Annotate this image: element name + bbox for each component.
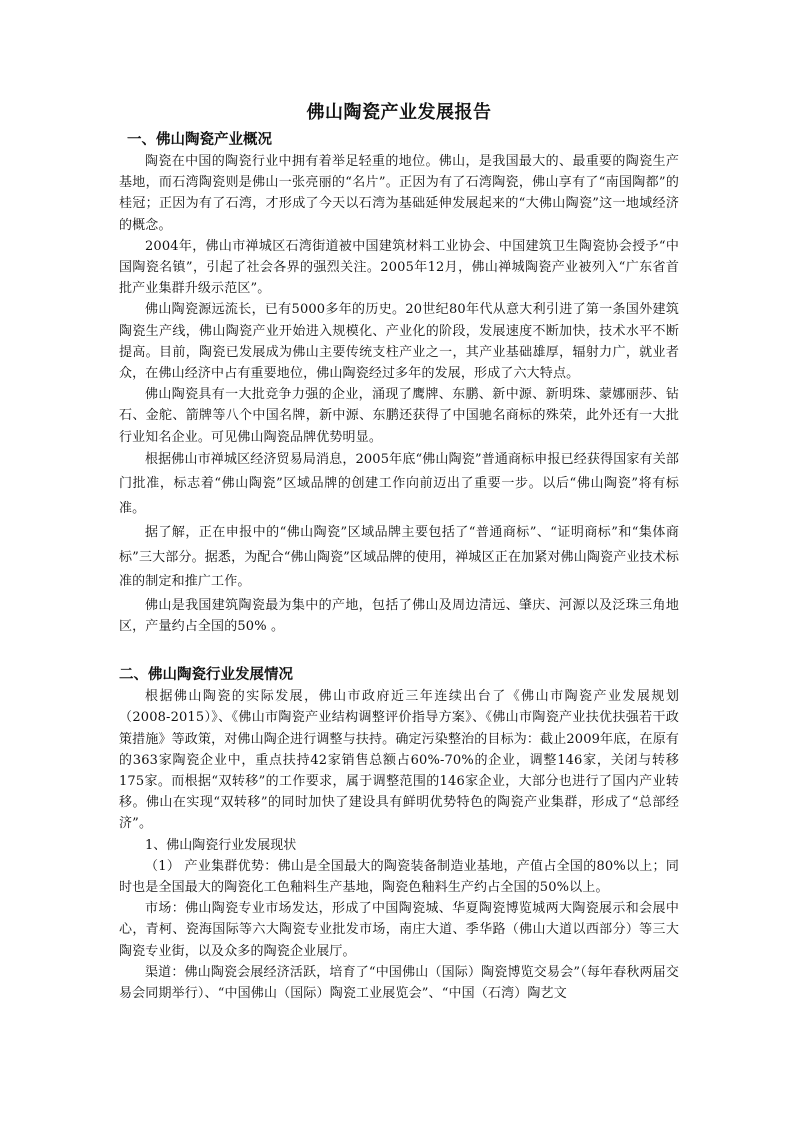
section-2-point-2: 市场：佛山陶瓷专业市场发达，形成了中国陶瓷城、华夏陶瓷博览城两大陶瓷展示和会展中心，青柯、瓷海国际等六大陶瓷专业批发市场，南庄大道、季华路（佛山大道以西部分）等三大陶瓷专业街，以及众多的陶瓷企业展厅。 xyxy=(119,901,679,959)
section-1-heading: 一、佛山陶瓷产业概况 xyxy=(127,132,272,148)
section-2-subheading: 1、佛山陶瓷行业发展现状 xyxy=(145,837,297,853)
section-1-paragraph-3: 佛山陶瓷源远流长，已有5000多年的历史。20世纪80年代从意大利引进了第一条国外建筑陶瓷生产线，佛山陶瓷产业开始进入规模化、产业化的阶段，发展速度不断加快，技术水平不断提高。目前，陶瓷已发展成为佛山主要传统支柱产业之一，其产业基础雄厚，辐射力广，就业者众，在佛山经济中占有重要地位，佛山陶瓷经过多年的发展，形成了六大特点。 xyxy=(119,302,679,382)
section-1-paragraph-2: 2004年，佛山市禅城区石湾街道被中国建筑材料工业协会、中国建筑卫生陶瓷协会授予“中国陶瓷名镇”，引起了社会各界的强烈关注。2005年12月，佛山禅城陶瓷产业被列入“广东省首批产业集群升级示范区”。 xyxy=(119,238,679,297)
document-title: 佛山陶瓷产业发展报告 xyxy=(306,102,492,123)
section-2-point-1: （1） 产业集群优势：佛山是全国最大的陶瓷装备制造业基地，产值占全国的80%以上；同时也是全国最大的陶瓷化工色釉料生产基地，陶瓷色釉料生产约占全国的50%以上。 xyxy=(119,858,679,896)
section-2-intro: 根据佛山陶瓷的实际发展，佛山市政府近三年连续出台了《佛山市陶瓷产业发展规划（2008-2015）》、《佛山市陶瓷产业结构调整评价指导方案》、《佛山市陶瓷产业扶优扶强若干政策措施》等政策，对佛山陶企进行调整与扶持。确定污染整治的目标为：截止2009年底，在原有的363家陶瓷企业中，重点扶持42家销售总额占60%-70%的企业，调整146家，关闭与转移175家。而根据“双转移”的工作要求，属于调整范围的146家企业，大部分也进行了国内产业转移。佛山在实现“双转移”的同时加快了建设具有鲜明优势特色的陶瓷产业集群，形成了“总部经济”。 xyxy=(119,689,679,832)
section-2-heading: 二、佛山陶瓷行业发展情况 xyxy=(119,667,293,684)
document-page xyxy=(119,100,679,1004)
section-1-paragraph-5: 根据佛山市禅城区经济贸易局消息，2005年底“佛山陶瓷”普通商标申报已经获得国家有关部门批准，标志着“佛山陶瓷”区域品牌的创建工作向前迈出了重要一步。以后“佛山陶瓷”将有标准。 xyxy=(119,451,679,516)
section-1-paragraph-7: 佛山是我国建筑陶瓷最为集中的产地，包括了佛山及周边清远、肇庆、河源以及泛珠三角地区，产量约占全国的50% 。 xyxy=(119,597,679,635)
section-1-paragraph-1: 陶瓷在中国的陶瓷行业中拥有着举足轻重的地位。佛山，是我国最大的、最重要的陶瓷生产基地，而石湾陶瓷则是佛山一张亮丽的“名片”。正因为有了石湾陶瓷，佛山享有了“南国陶都”的桂冠；正因为有了石湾，才形成了今天以石湾为基础延伸发展起来的“大佛山陶瓷”这一地域经济的概念。 xyxy=(119,154,679,233)
section-1-paragraph-4: 佛山陶瓷具有一大批竞争力强的企业，涌现了鹰牌、东鹏、新中源、新明珠、蒙娜丽莎、钻石、金舵、箭牌等八个中国名牌，新中源、东鹏还获得了中国驰名商标的殊荣，此外还有一大批行业知名企业。可见佛山陶瓷品牌优势明显。 xyxy=(119,387,679,445)
section-1-paragraph-6: 据了解，正在申报中的“佛山陶瓷”区域品牌主要包括了“普通商标”、“证明商标”和“集体商标”三大部分。据悉，为配合“佛山陶瓷”区域品牌的使用，禅城区正在加紧对佛山陶瓷产业技术标准的制定和推广工作。 xyxy=(119,525,679,590)
section-2-point-3: 渠道：佛山陶瓷会展经济活跃，培育了“中国佛山（国际）陶瓷博览交易会”（每年春秋两届交易会同期举行）、“中国佛山（国际）陶瓷工业展览会”、“中国（石湾）陶艺文 xyxy=(119,964,679,1002)
